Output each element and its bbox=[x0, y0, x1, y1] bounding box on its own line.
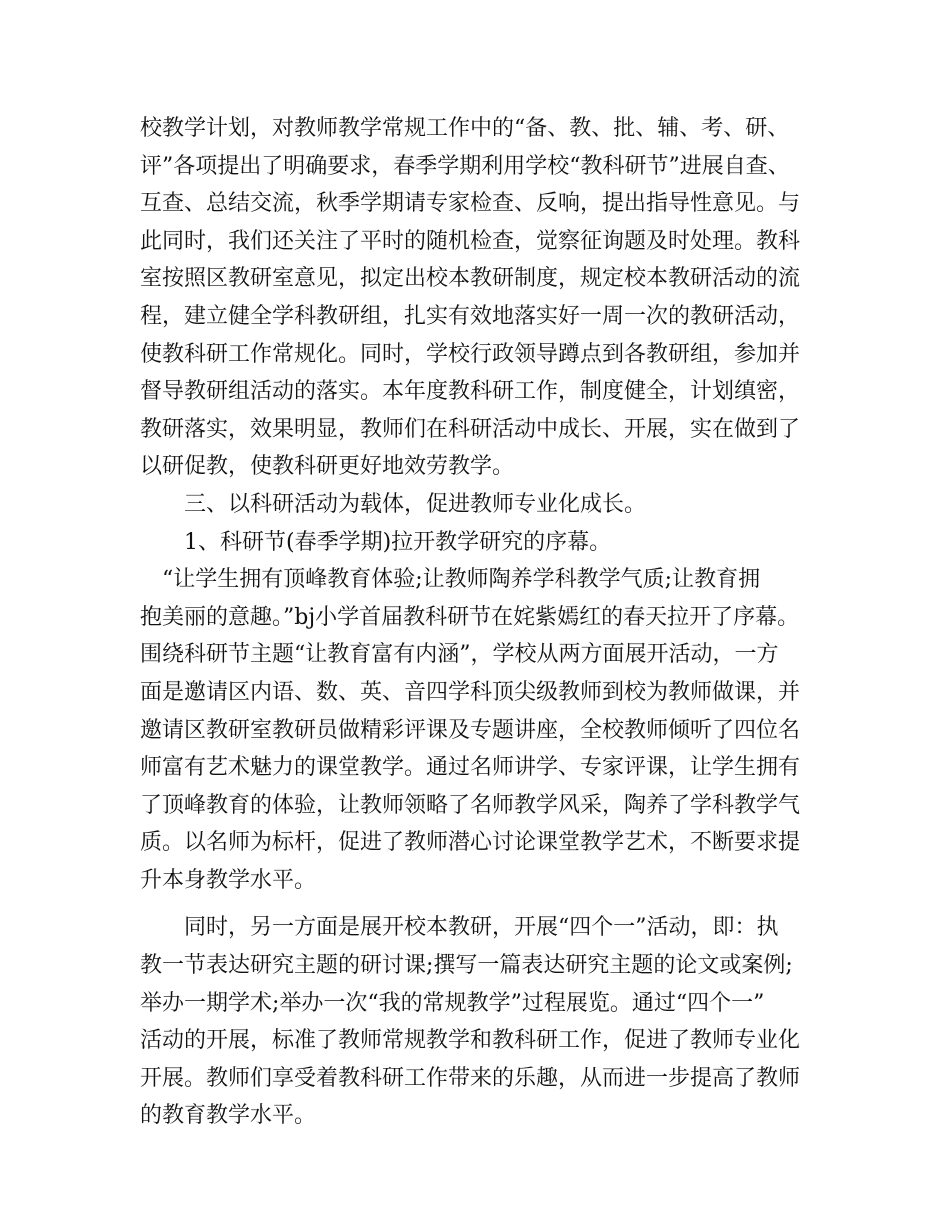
paragraph-gap bbox=[140, 899, 820, 909]
text-line: 校教学计划，对教师教学常规工作中的“备、教、批、辅、考、研、 bbox=[140, 116, 790, 141]
text-line: 评”各项提出了明确要求，春季学期利用学校“教科研节”进展自查、 bbox=[140, 153, 790, 179]
section-heading: 三、以科研活动为载体，促进教师专业化成长。 bbox=[140, 491, 647, 517]
text-line: 升本身教学水平。 bbox=[140, 867, 317, 893]
text-line: 互查、总结交流，秋季学期请专家检查、反响，提出指导性意见。与 bbox=[140, 191, 801, 217]
text-line: 此同时，我们还关注了平时的随机检查，觉察征询题及时处理。教科 bbox=[140, 228, 801, 254]
text-line: 教研落实，效果明显，教师们在科研活动中成长、开展，实在做到了 bbox=[140, 416, 801, 442]
text-line: 活动的开展，标准了教师常规教学和教科研工作，促进了教师专业化 bbox=[140, 1028, 801, 1054]
text-line: “让学生拥有顶峰教育体验;让教师陶养学科教学气质;让教育拥 bbox=[140, 567, 761, 593]
text-line: 以研促教，使教科研更好地效劳教学。 bbox=[140, 454, 515, 480]
text-line: 教一节表达研究主题的研讨课;撰写一篇表达研究主题的论文或案例; bbox=[140, 953, 793, 979]
body-text bbox=[140, 110, 820, 1135]
text-line: 围绕科研节主题“让教育富有内涵”，学校从两方面展开活动，一方 bbox=[140, 642, 779, 668]
text-line: 质。以名师为标杆，促进了教师潜心讨论课堂教学艺术，不断要求提 bbox=[140, 830, 801, 856]
text-line: 邀请区教研室教研员做精彩评课及专题讲座，全校教师倾听了四位名 bbox=[140, 717, 801, 743]
text-line: 使教科研工作常规化。同时，学校行政领导蹲点到各教研组，参加并 bbox=[140, 341, 801, 367]
text-line: 了顶峰教育的体验，让教师领略了名师教学风采，陶养了学科教学气 bbox=[140, 792, 801, 818]
text-line: 面是邀请区内语、数、英、音四学科顶尖级教师到校为教师做课，并 bbox=[140, 679, 801, 705]
text-line: 同时，另一方面是展开校本教研，开展“四个一”活动，即：执 bbox=[140, 915, 779, 941]
text-line: 室按照区教研室意见，拟定出校本教研制度，规定校本教研活动的流 bbox=[140, 266, 801, 292]
text-line: 举办一期学术;举办一次“我的常规教学”过程展览。通过“四个一” bbox=[140, 990, 765, 1016]
text-line: 抱美丽的意趣。”bj小学首届教科研节在姹紫嫣红的春天拉开了序幕。 bbox=[140, 604, 800, 630]
subsection-heading: 1、科研节(春季学期)拉开教学研究的序幕。 bbox=[140, 529, 612, 555]
text-line: 督导教研组活动的落实。本年度教科研工作，制度健全，计划缜密， bbox=[140, 379, 801, 405]
text-line: 程，建立健全学科教研组，扎实有效地落实好一周一次的教研活动， bbox=[140, 303, 801, 329]
text-line: 开展。教师们享受着教科研工作带来的乐趣，从而进一步提高了教师 bbox=[140, 1065, 801, 1091]
text-line: 师富有艺术魅力的课堂教学。通过名师讲学、专家评课，让学生拥有 bbox=[140, 755, 801, 781]
text-line: 的教育教学水平。 bbox=[140, 1103, 317, 1129]
